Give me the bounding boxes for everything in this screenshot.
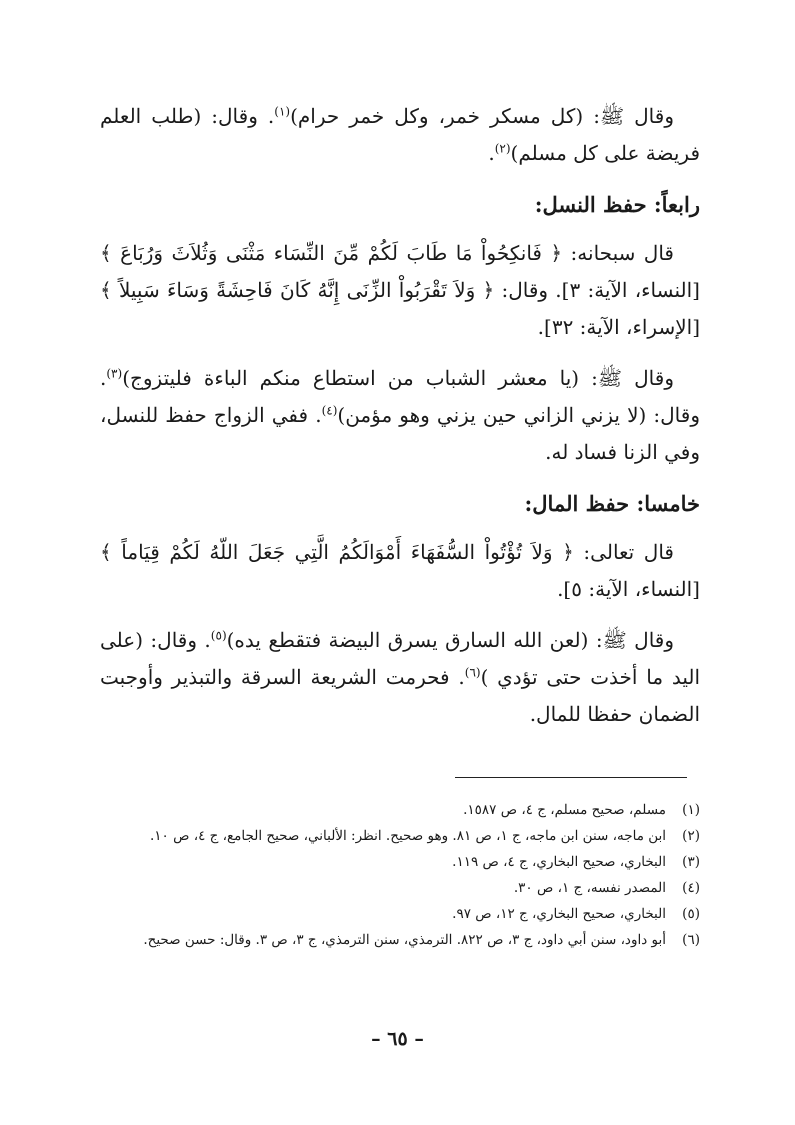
footnote-ref[interactable]: (٤) bbox=[321, 403, 338, 418]
footnote-item: (١) مسلم، صحيح مسلم، ج ٤، ص ١٥٨٧. bbox=[463, 802, 700, 818]
paragraph-hadith-marriage: وقال ﷺ: (يا معشر الشباب من استطاع منكم الباءة فليتزوج)$^{(٣)}$. وقال: (لا يزني الزاني حين يزني وهو مؤمن)$^{(٤)}$. ففي الزواج حفظ للنسل، وفي الزنا فساد له. bbox=[100, 366, 700, 464]
footnote-divider bbox=[455, 777, 687, 778]
footnote-item: (٣) البخاري، صحيح البخاري، ج ٤، ص ١١٩. bbox=[452, 854, 700, 870]
main-text bbox=[100, 98, 700, 747]
footnote-item: (٦) أبو داود، سنن أبي داود، ج ٣، ص ٨٢٢. الترمذي، سنن الترمذي، ج ٣، ص ٣. وقال: حسن صحيح. bbox=[143, 932, 700, 948]
footnote-ref[interactable]: (٦) bbox=[464, 665, 481, 680]
footnote-item: (٥) البخاري، صحيح البخاري، ج ١٢، ص ٩٧. bbox=[452, 906, 700, 922]
footnote-item: (٤) المصدر نفسه، ج ١، ص ٣٠. bbox=[513, 880, 700, 896]
footnote-ref[interactable]: (٢) bbox=[494, 141, 511, 156]
section-heading: رابعاً: حفظ النسل: bbox=[534, 192, 700, 217]
paragraph-verses: قال سبحانه: ﴿ فَانكِحُواْ مَا طَابَ لَكُمْ مِّنَ النِّسَاء مَثْنَى وَثُلاَثَ وَرُبَاعَ ﴾ [النساء، الآية: ٣]. وقال: ﴿ وَلاَ تَقْرَبُواْ الزِّنَى إِنَّهُ كَانَ فَاحِشَةً وَسَاءَ سَبِيلاً ﴾ [الإسراء، الآية: ٣٢]. bbox=[100, 241, 700, 339]
paragraph-hadith-theft: وقال ﷺ: (لعن الله السارق يسرق البيضة فتقطع يده)$^{(٥)}$. وقال: (على اليد ما أخذت حتى تؤدي )$^{(٦)}$. فحرمت الشريعة السرقة والتبذير وأوجبت الضمان حفظا للمال. bbox=[100, 628, 701, 726]
footnote-ref[interactable]: (٥) bbox=[210, 628, 227, 643]
section-heading: خامسا: حفظ المال: bbox=[524, 491, 700, 516]
footnote-ref[interactable]: (٣) bbox=[106, 366, 123, 381]
paragraph-verse-wealth: قال تعالى: ﴿ وَلاَ تُؤْتُواْ السُّفَهَاءَ أَمْوَالَكُمُ الَّتِي جَعَلَ اللّهُ لَكُمْ قِيَاماً ﴾ [النساء، الآية: ٥]. bbox=[100, 540, 700, 601]
footnote-item: (٢) ابن ماجه، سنن ابن ماجه، ج ١، ص ٨١. وهو صحيح. انظر: الألباني، صحيح الجامع، ج ٤، ص ١٠. bbox=[150, 828, 700, 844]
footnote-ref[interactable]: (١) bbox=[274, 104, 291, 119]
footnotes bbox=[100, 797, 700, 953]
paragraph-prohibitions: وقال ﷺ: (كل مسكر خمر، وكل خمر حرام)$^{(١)}$. وقال: (طلب العلم فريضة على كل مسلم)$^{(٢)}$. bbox=[100, 104, 700, 165]
page-number: – ٦٥ – bbox=[371, 1028, 424, 1050]
